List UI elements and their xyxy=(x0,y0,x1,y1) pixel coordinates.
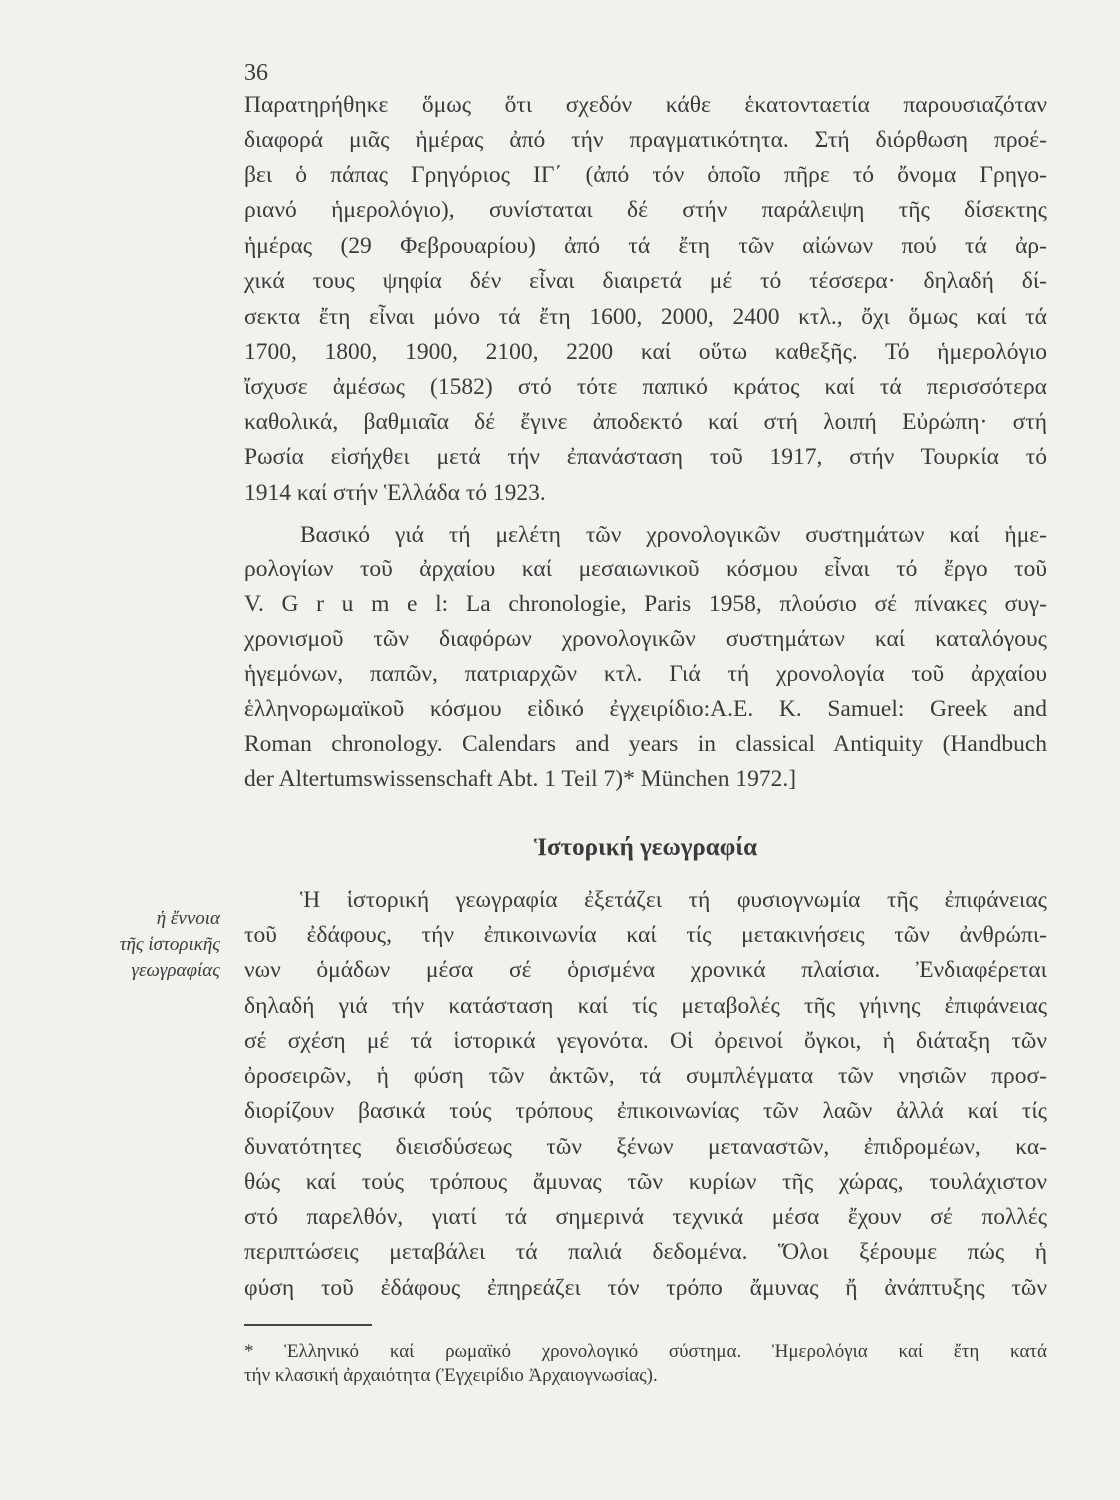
text-line: χρονισμοῦ τῶν διαφόρων χρονολογικῶν συστημάτων καί καταλόγους xyxy=(244,626,1047,652)
footnote-line: * Ἑλληνικό καί ρωμαϊκό χρονολογικό σύστημα. Ἡμερολόγια καί ἔτη κατά xyxy=(244,1341,1047,1362)
text-line: ἑλληνορωμαϊκοῦ κόσμου εἰδικό ἐγχειρίδιο:A.E. K. Samuel: Greek and xyxy=(244,696,1047,722)
text-line: φύση τοῦ ἐδάφους ἐπηρεάζει τόν τρόπο ἄμυνας ἤ ἀνάπτυξης τῶν xyxy=(244,1275,1047,1301)
text-line: ἡγεμόνων, παπῶν, πατριαρχῶν κτλ. Γιά τή χρονολογία τοῦ ἀρχαίου xyxy=(244,661,1047,687)
margin-note-line: ἡ ἔννοια xyxy=(156,908,220,929)
text-line: τοῦ ἐδάφους, τήν ἐπικοινωνία καί τίς μετακινήσεις τῶν ἀνθρώπι- xyxy=(244,922,1047,948)
footnote-line: τήν κλασική ἀρχαιότητα (Ἐγχειρίδιο Ἀρχαιογνωσίας). xyxy=(244,1365,658,1386)
page-number: 36 xyxy=(244,60,268,86)
text-line: δηλαδή γιά τήν κατάσταση καί τίς μεταβολές τῆς γήινης ἐπιφάνειας xyxy=(244,993,1047,1019)
text-line: βει ὁ πάπας Γρηγόριος ΙΓ΄ (ἀπό τόν ὁποῖο πῆρε τό ὄνομα Γρηγο- xyxy=(244,162,1047,188)
text-line: στό παρελθόν, γιατί τά σημερινά τεχνικά μέσα ἔχουν σέ πολλές xyxy=(244,1204,1047,1230)
margin-note-line: γεωγραφίας xyxy=(131,960,220,981)
text-line: ὀροσειρῶν, ἡ φύση τῶν ἀκτῶν, τά συμπλέγματα τῶν νησιῶν προσ- xyxy=(244,1063,1047,1089)
text-line: Βασικό γιά τή μελέτη τῶν χρονολογικῶν συστημάτων καί ἡμε- xyxy=(300,522,1047,548)
text-line: Roman chronology. Calendars and years in classical Antiquity (Handbuch xyxy=(244,731,1047,757)
text-line: διορίζουν βασικά τούς τρόπους ἐπικοινωνίας τῶν λαῶν ἀλλά καί τίς xyxy=(244,1098,1047,1124)
text-line: σεκτα ἔτη εἶναι μόνο τά ἔτη 1600, 2000, 2400 κτλ., ὄχι ὅμως καί τά xyxy=(244,304,1047,330)
margin-note-line: τῆς ἱστορικῆς xyxy=(119,934,220,955)
text-line: ριανό ἡμερολόγιο), συνίσταται δέ στήν παράλειψη τῆς δίσεκτης xyxy=(244,197,1047,223)
text-line: σέ σχέση μέ τά ἱστορικά γεγονότα. Οἱ ὀρεινοί ὄγκοι, ἡ διάταξη τῶν xyxy=(244,1028,1047,1054)
text-line: δυνατότητες διεισδύσεως τῶν ξένων μεταναστῶν, ἐπιδρομέων, κα- xyxy=(244,1134,1047,1160)
section-heading: Ἱστορική γεωγραφία xyxy=(533,834,758,861)
text-line: 1700, 1800, 1900, 2100, 2200 καί οὕτω καθεξῆς. Τό ἡμερολόγιο xyxy=(244,339,1047,365)
text-line: νων ὁμάδων μέσα σέ ὁρισμένα χρονικά πλαίσια. Ἐνδιαφέρεται xyxy=(244,957,1047,983)
text-line: Ἡ ἱστορική γεωγραφία ἐξετάζει τή φυσιογνωμία τῆς ἐπιφάνειας xyxy=(300,887,1047,913)
footnote-divider xyxy=(244,1324,372,1326)
text-line: διαφορά μιᾶς ἡμέρας ἀπό τήν πραγματικότητα. Στή διόρθωση προέ- xyxy=(244,127,1047,153)
text-line: ἡμέρας (29 Φεβρουαρίου) ἀπό τά ἔτη τῶν αἰώνων πού τά ἀρ- xyxy=(244,233,1047,259)
text-line: καθολικά, βαθμιαῖα δέ ἔγινε ἀποδεκτό καί στή λοιπή Εὐρώπη· στή xyxy=(244,409,1047,435)
text-line: χικά τους ψηφία δέν εἶναι διαιρετά μέ τό τέσσερα· δηλαδή δί- xyxy=(244,268,1047,294)
text-line: ἴσχυσε ἀμέσως (1582) στό τότε παπικό κράτος καί τά περισσότερα xyxy=(244,374,1047,400)
text-line: der Altertumswissenschaft Abt. 1 Teil 7)* München 1972.] xyxy=(244,766,797,792)
text-line: 1914 καί στήν Ἑλλάδα τό 1923. xyxy=(244,480,546,506)
text-line: περιπτώσεις μεταβάλει τά παλιά δεδομένα. Ὅλοι ξέρουμε πώς ἡ xyxy=(244,1239,1047,1265)
text-line: Παρατηρήθηκε ὅμως ὅτι σχεδόν κάθε ἑκατονταετία παρουσιαζόταν xyxy=(244,92,1047,118)
text-line: V. G r u m e l: La chronologie, Paris 1958, πλούσιο σέ πίνακες συγ- xyxy=(244,591,1047,617)
text-line: θώς καί τούς τρόπους ἄμυνας τῶν κυρίων τῆς χώρας, τουλάχιστον xyxy=(244,1169,1047,1195)
text-line: Ρωσία εἰσήχθει μετά τήν ἐπανάσταση τοῦ 1917, στήν Τουρκία τό xyxy=(244,444,1047,470)
text-line: ρολογίων τοῦ ἀρχαίου καί μεσαιωνικοῦ κόσμου εἶναι τό ἔργο τοῦ xyxy=(244,556,1047,582)
